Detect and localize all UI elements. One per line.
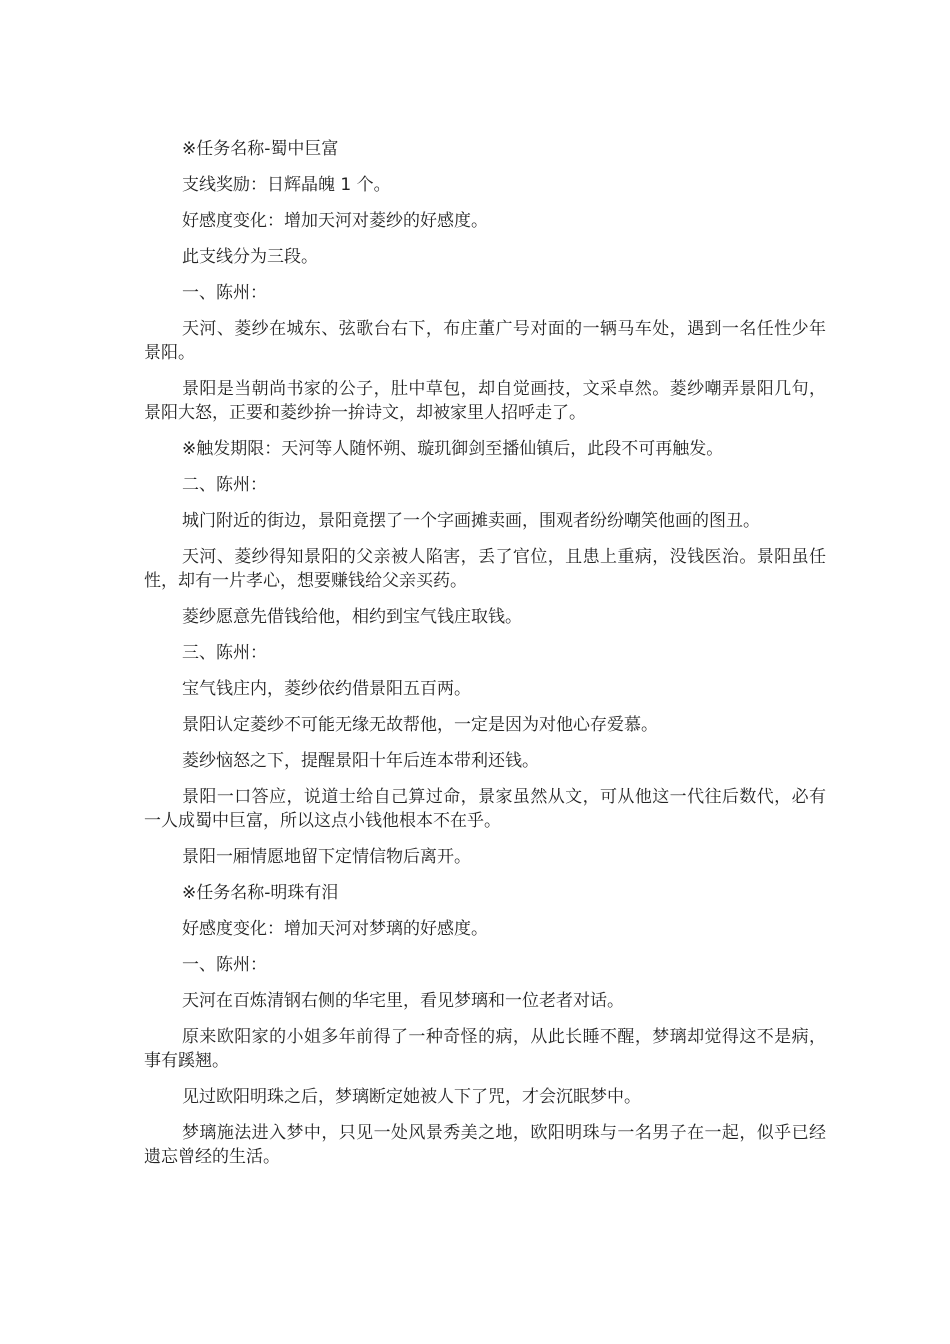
affinity-change: 好感度变化：增加天河对梦璃的好感度。 [182, 919, 488, 939]
paragraph: 景阳一口答应，说道士给自己算过命，景家虽然从文，可从他这一代往后数代，必有一人成蜀中巨富，所以这点小钱他根本不在乎。 [144, 787, 826, 831]
paragraph: 宝气钱庄内，菱纱依约借景阳五百两。 [182, 679, 471, 699]
trigger-deadline-note: ※触发期限：天河等人随怀朔、璇玑御剑至播仙镇后，此段不可再触发。 [182, 439, 724, 459]
affinity-change: 好感度变化：增加天河对菱纱的好感度。 [182, 211, 488, 231]
paragraph: 梦璃施法进入梦中，只见一处风景秀美之地，欧阳明珠与一名男子在一起，似乎已经遗忘曾经的生活。 [144, 1123, 826, 1167]
paragraph: 菱纱愿意先借钱给他，相约到宝气钱庄取钱。 [182, 607, 522, 627]
paragraph: 天河、菱纱在城东、弦歌台右下，布庄董广号对面的一辆马车处，遇到一名任性少年景阳。 [144, 319, 826, 363]
paragraph: 原来欧阳家的小姐多年前得了一种奇怪的病，从此长睡不醒，梦璃却觉得这不是病，事有蹊翘。 [144, 1027, 826, 1071]
quest-title-shuzhong-jufu: ※任务名称-蜀中巨富 [182, 139, 339, 159]
paragraph: 天河、菱纱得知景阳的父亲被人陷害，丢了官位，且患上重病，没钱医治。景阳虽任性，却有一片孝心，想要赚钱给父亲买药。 [144, 547, 826, 591]
paragraph: 天河在百炼清钢右侧的华宅里，看见梦璃和一位老者对话。 [182, 991, 624, 1011]
quest-reward: 支线奖励：日辉晶魄 1 个。 [182, 175, 391, 195]
paragraph: 菱纱恼怒之下，提醒景阳十年后连本带利还钱。 [182, 751, 539, 771]
paragraph: 景阳是当朝尚书家的公子，肚中草包，却自觉画技，文采卓然。菱纱嘲弄景阳几句，景阳大怒，正要和菱纱拚一拚诗文，却被家里人招呼走了。 [144, 379, 826, 423]
section-heading: 一、陈州： [182, 955, 267, 975]
paragraph: 景阳认定菱纱不可能无缘无故帮他，一定是因为对他心存爱慕。 [182, 715, 658, 735]
section-heading: 二、陈州： [182, 475, 267, 495]
section-heading: 三、陈州： [182, 643, 267, 663]
paragraph: 城门附近的街边，景阳竟摆了一个字画摊卖画，围观者纷纷嘲笑他画的图丑。 [182, 511, 760, 531]
quest-title-mingzhu-youlei: ※任务名称-明珠有泪 [182, 883, 339, 903]
paragraph: 见过欧阳明珠之后，梦璃断定她被人下了咒，才会沉眠梦中。 [182, 1087, 641, 1107]
document-body [144, 137, 826, 1181]
section-heading: 一、陈州： [182, 283, 267, 303]
paragraph: 此支线分为三段。 [182, 247, 318, 267]
paragraph: 景阳一厢情愿地留下定情信物后离开。 [182, 847, 471, 867]
